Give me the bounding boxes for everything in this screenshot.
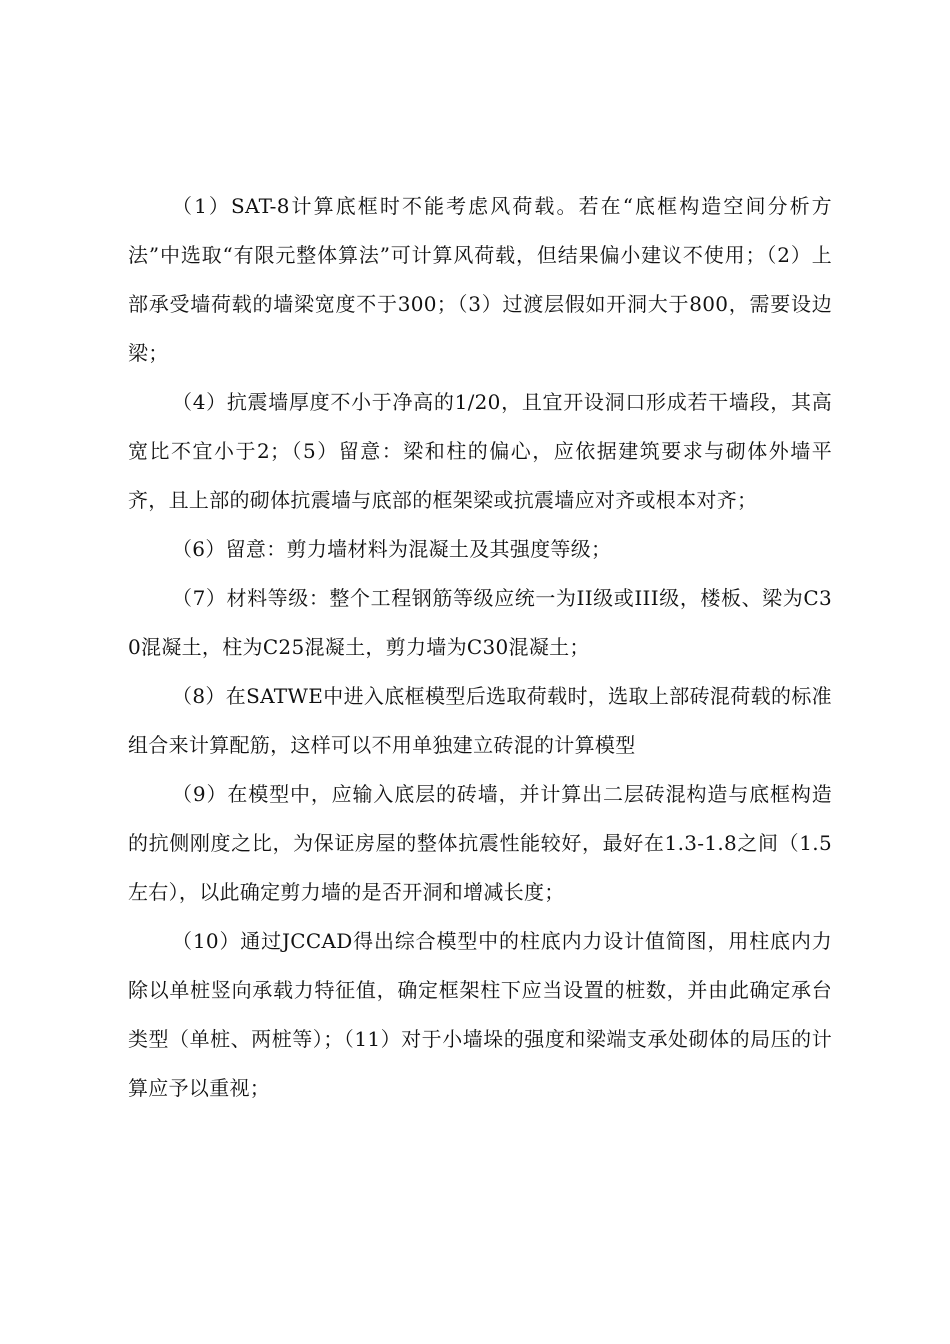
paragraph-7: （10）通过JCCAD得出综合模型中的柱底内力设计值简图，用柱底内力除以单桩竖向承载力特征值，确定框架柱下应当设置的桩数，并由此确定承台类型（单桩、两桩等）；（11）对于小墙垛的强度和梁端支承处砌体的局压的计算应予以重视；	[128, 929, 832, 1100]
document-body	[128, 182, 832, 1113]
paragraph-6: （9）在模型中，应输入底层的砖墙，并计算出二层砖混构造与底框构造的抗侧刚度之比，为保证房屋的整体抗震性能较好，最好在1.3-1.8之间（1.5左右），以此确定剪力墙的是否开洞和增减长度；	[128, 782, 832, 904]
paragraph-3: （6）留意：剪力墙材料为混凝土及其强度等级；	[172, 537, 612, 561]
paragraph-2: （4）抗震墙厚度不小于净高的1/20，且宜开设洞口形成若干墙段，其高宽比不宜小于2；（5）留意：梁和柱的偏心，应依据建筑要求与砌体外墙平齐，且上部的砌体抗震墙与底部的框架梁或抗震墙应对齐或根本对齐；	[128, 390, 832, 512]
paragraph-5: （8）在SATWE中进入底框模型后选取荷载时，选取上部砖混荷载的标准组合来计算配筋，这样可以不用单独建立砖混的计算模型	[128, 684, 832, 757]
paragraph-1: （1）SAT-8计算底框时不能考虑风荷载。若在“底框构造空间分析方法”中选取“有限元整体算法”可计算风荷载，但结果偏小建议不使用；（2）上部承受墙荷载的墙梁宽度不于300；（3）过渡层假如开洞大于800，需要设边梁；	[128, 194, 832, 365]
paragraph-4: （7）材料等级：整个工程钢筋等级应统一为II级或III级，楼板、梁为C30混凝土，柱为C25混凝土，剪力墙为C30混凝土；	[128, 586, 832, 659]
